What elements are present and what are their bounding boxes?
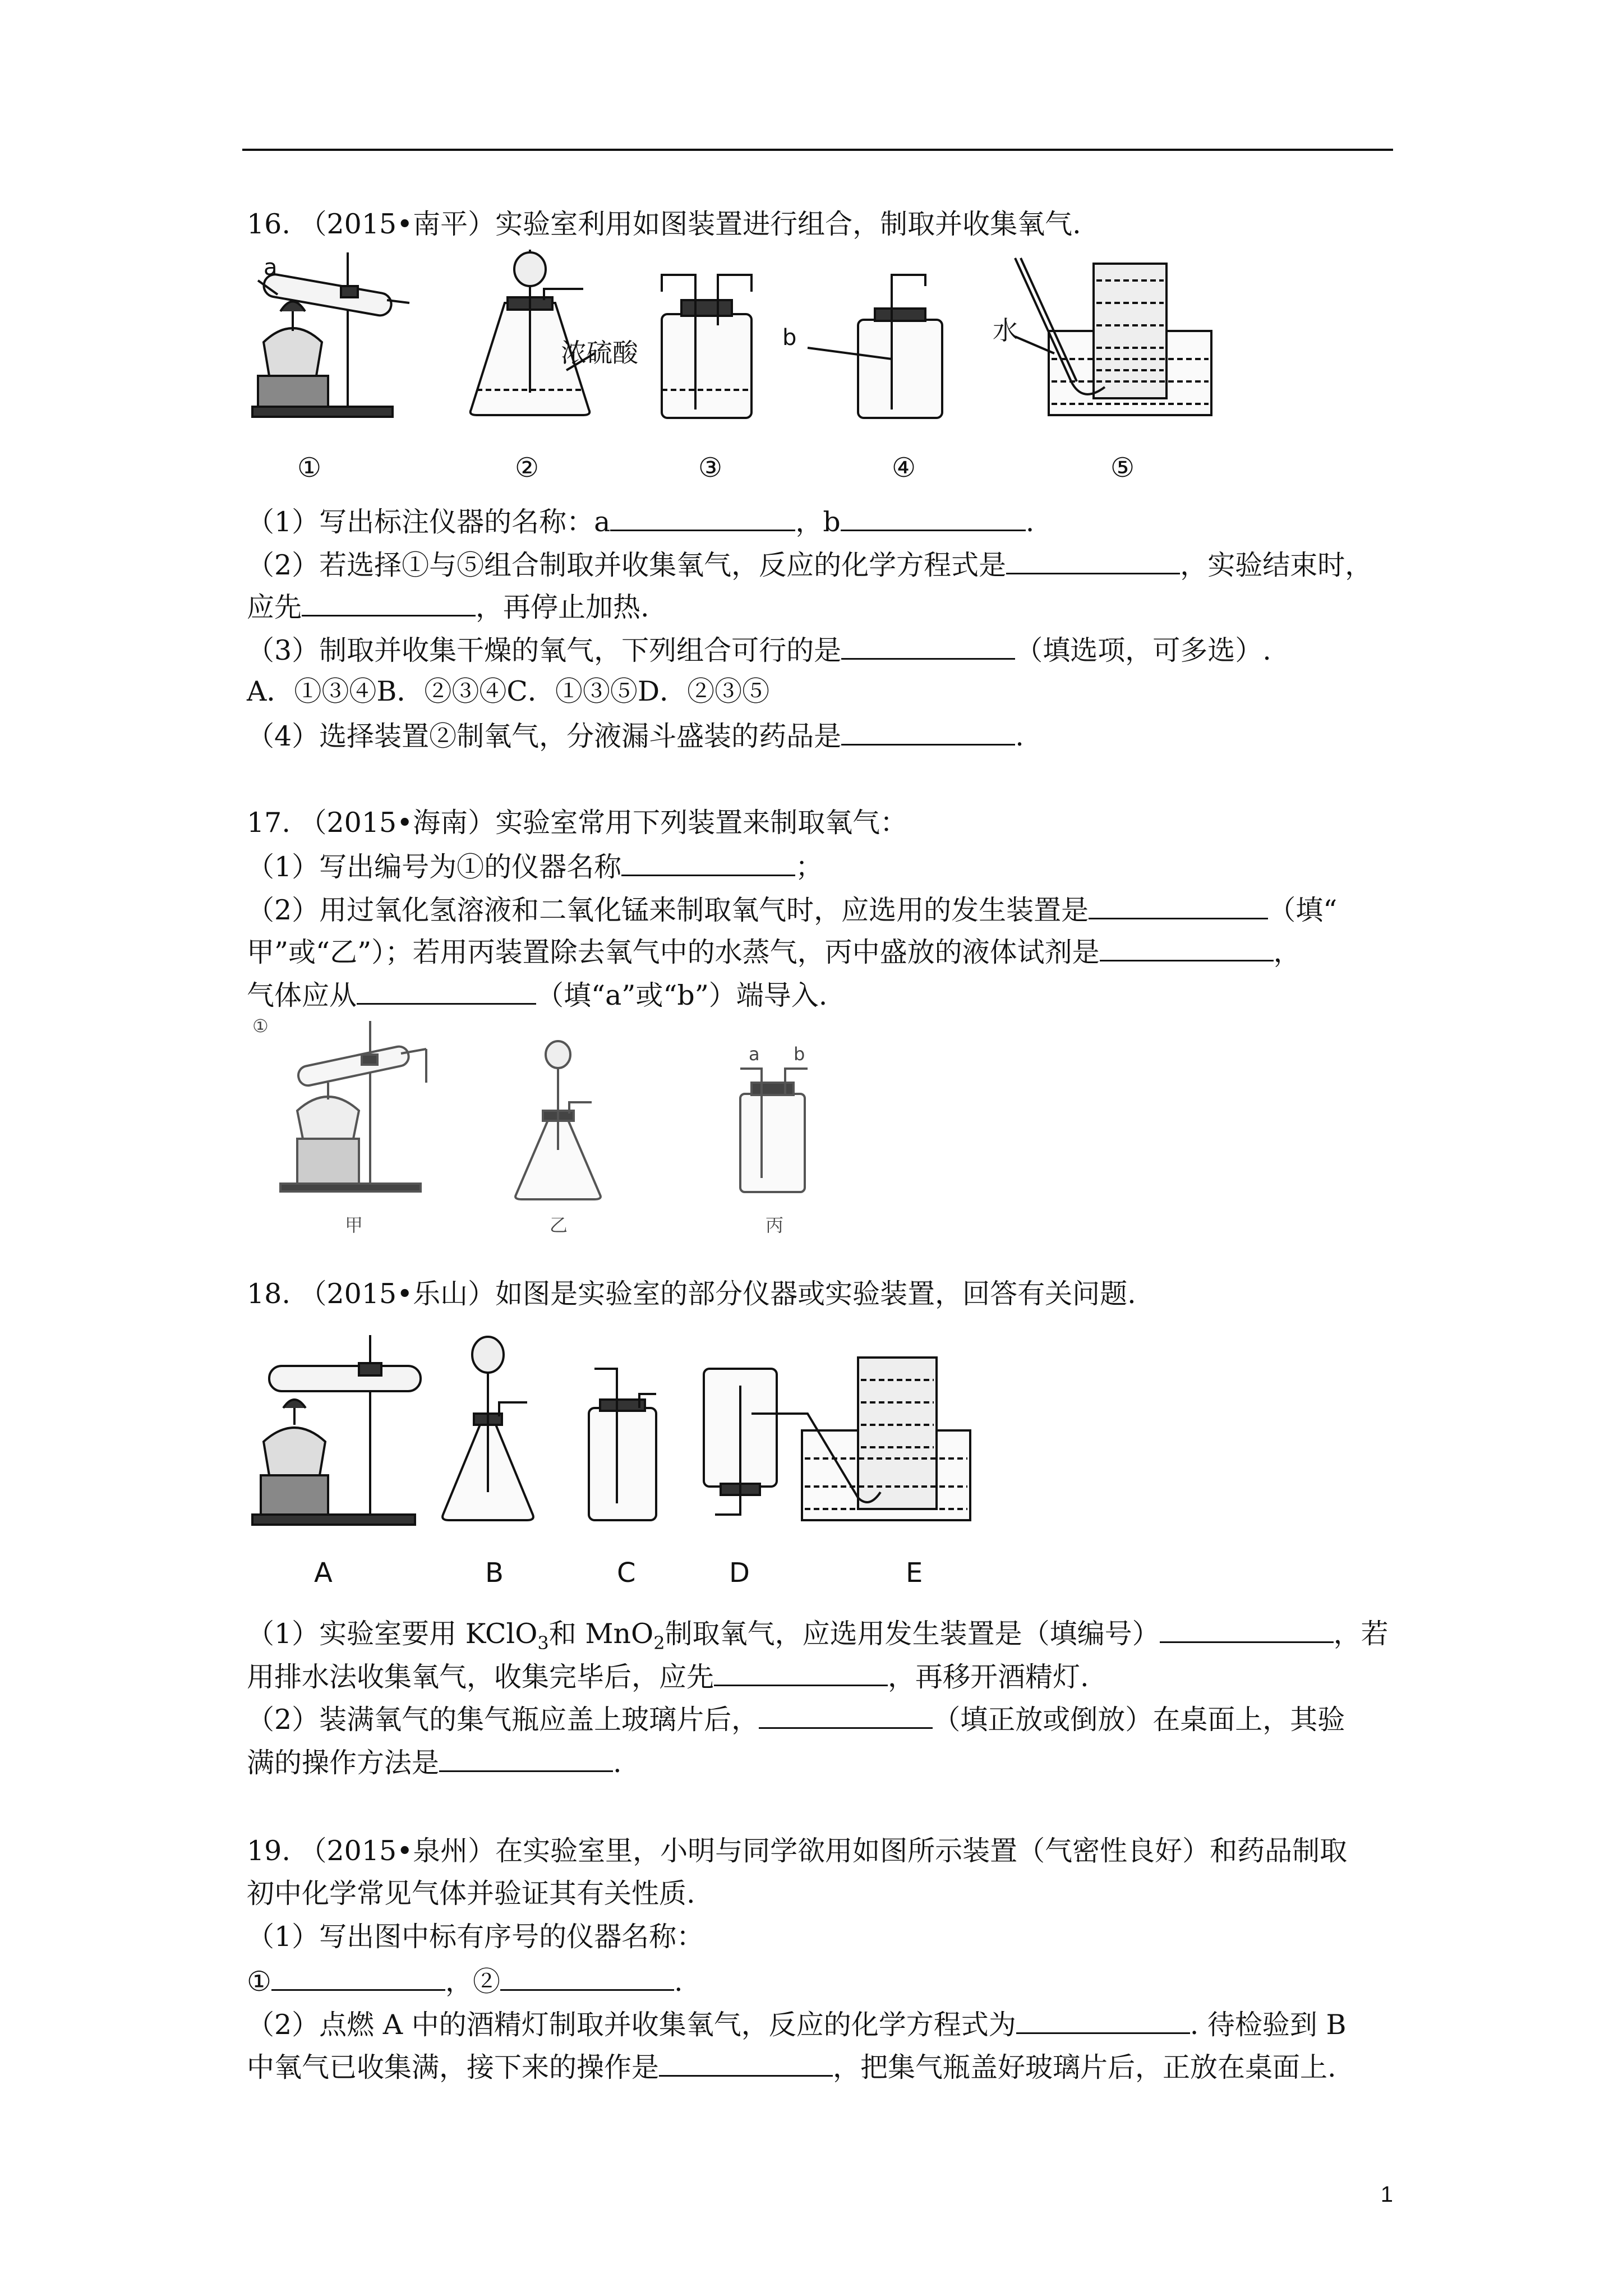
q16-part2-line1: （2）若选择①与⑤组合制取并收集氧气，反应的化学方程式是 ，实验结束时， [247, 547, 1372, 582]
answer-blank[interactable] [302, 589, 476, 616]
q19-part2-line1: （2）点燃 A 中的酒精灯制取并收集氧气，反应的化学方程式为 . 待检验到 B [247, 2007, 1346, 2042]
fig-label-D: D [729, 1557, 750, 1589]
fig-num-3: ③ [698, 452, 723, 484]
answer-blank[interactable] [1006, 547, 1180, 574]
fig-label-yi: 乙 [550, 1214, 568, 1236]
q18-part2-line1: （2）装满氧气的集气瓶应盖上玻璃片后， （填正放或倒放）在桌面上，其验 [247, 1701, 1345, 1737]
fig-label-jia: 甲 [345, 1214, 363, 1236]
answer-blank[interactable] [357, 977, 536, 1005]
fig-num-4: ④ [892, 452, 916, 484]
answer-blank[interactable] [500, 1963, 674, 1991]
fig-num-1: ① [297, 452, 322, 484]
q19-part1: （1）写出图中标有序号的仪器名称： [247, 1921, 704, 1953]
answer-blank[interactable] [271, 1963, 445, 1991]
q16-figure [247, 247, 1346, 488]
fig-label-A: A [314, 1557, 333, 1589]
q17-figure [247, 1010, 886, 1234]
answer-blank[interactable] [714, 1659, 888, 1686]
q17-part2-line1: （2）用过氧化氢溶液和二氧化锰来制取氧气时，应选用的发生装置是 （填“ [247, 892, 1337, 927]
q19-title-line1: 19. （2015•泉州）在实验室里，小明与同学欲用如图所示装置（气密性良好）和药品制取 [247, 1835, 1348, 1867]
q17-title: 17. （2015•海南）实验室常用下列装置来制取氧气： [247, 807, 908, 839]
fig-label-acid: 浓硫酸 [561, 338, 638, 368]
answer-blank[interactable] [1089, 892, 1268, 919]
fig-num-5: ⑤ [1110, 452, 1135, 484]
q19-title-line2: 初中化学常见气体并验证其有关性质. [247, 1878, 695, 1910]
answer-blank[interactable] [610, 504, 795, 531]
q18-title: 18. （2015•乐山）如图是实验室的部分仪器或实验装置，回答有关问题. [247, 1278, 1136, 1310]
q16-options: A．①③④B．②③④C．①③⑤D．②③⑤ [247, 675, 770, 707]
q18-figure [247, 1324, 998, 1593]
page-number: 1 [1380, 2182, 1393, 2207]
q16-part3: （3）制取并收集干燥的氧气，下列组合可行的是 （填选项，可多选）. [247, 632, 1271, 668]
fig-label-n1: ① [252, 1015, 269, 1037]
q19-part2-line2: 中氧气已收集满，接下来的操作是 ，把集气瓶盖好玻璃片后，正放在桌面上. [247, 2049, 1336, 2085]
answer-blank[interactable] [621, 849, 795, 876]
q16-part1: （1）写出标注仪器的名称：a ，b . [247, 504, 1034, 539]
answer-blank[interactable] [841, 632, 1015, 660]
answer-blank[interactable] [659, 2049, 833, 2077]
fig-label-water: 水 [993, 315, 1018, 346]
fig-label-a: a [264, 255, 278, 280]
answer-blank[interactable] [1016, 2007, 1190, 2034]
q18-part2-line2: 满的操作方法是 . [247, 1745, 622, 1780]
q17-part1: （1）写出编号为①的仪器名称 ； [247, 849, 823, 884]
q19-part1-blanks: ① ，② . [247, 1963, 683, 1999]
answer-blank[interactable] [759, 1701, 933, 1729]
q16-part2-line2: 应先 ，再停止加热. [247, 589, 649, 624]
fig-label-a: a [749, 1043, 760, 1065]
q17-part2-line2: 甲”或“乙”）；若用丙装置除去氧气中的水蒸气，丙中盛放的液体试剂是 ， [247, 934, 1301, 969]
q16-part4: （4）选择装置②制氧气，分液漏斗盛装的药品是 . [247, 718, 1024, 753]
answer-blank[interactable] [841, 718, 1015, 746]
q16-title: 16. （2015•南平）实验室利用如图装置进行组合，制取并收集氧气. [247, 208, 1081, 240]
fig-label-C: C [617, 1557, 636, 1589]
answer-blank[interactable] [841, 504, 1026, 531]
fig-num-2: ② [515, 452, 540, 484]
answer-blank[interactable] [1160, 1616, 1334, 1643]
answer-blank[interactable] [439, 1745, 613, 1772]
fig-label-E: E [906, 1557, 923, 1589]
fig-label-b: b [794, 1043, 805, 1065]
answer-blank[interactable] [1100, 934, 1274, 961]
header-rule [242, 149, 1393, 151]
q18-part1-line2: 用排水法收集氧气，收集完毕后，应先 ，再移开酒精灯. [247, 1659, 1089, 1694]
fig-label-b: b [782, 325, 797, 351]
q17-part2-line3: 气体应从 （填“a”或“b”）端导入. [247, 977, 827, 1013]
q18-part1-line1: （1）实验室要用 KClO$_3$和 MnO$_2$制取氧气，应选用发生装置是（填编号） ，若 [247, 1616, 1389, 1660]
fig-label-bing: 丙 [766, 1214, 784, 1236]
fig-label-B: B [485, 1557, 504, 1589]
